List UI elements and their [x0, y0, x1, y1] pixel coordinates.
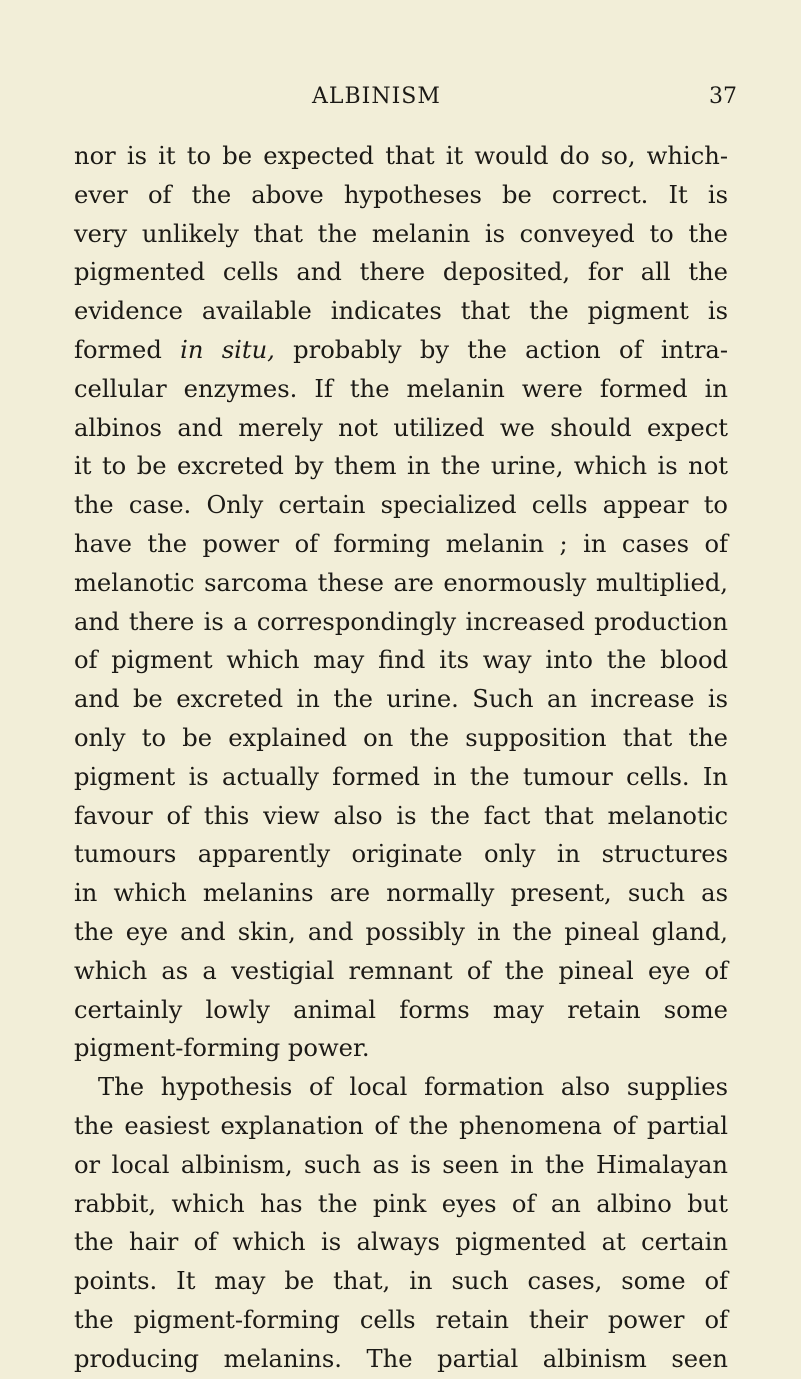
- text-line: it to be excreted by them in the urine, which is not: [74, 452, 728, 481]
- text-line: producing melanins. The partial albinism seen: [74, 1344, 728, 1373]
- text-line: the eye and skin, and possibly in the pineal gland,: [74, 917, 728, 946]
- text-line: of pigment which may find its way into the blood: [74, 646, 728, 675]
- text-line: certainly lowly animal forms may retain some: [74, 995, 728, 1024]
- text-line: only to be explained on the supposition that the: [74, 723, 728, 752]
- text-line: in which melanins are normally present, such as: [74, 879, 728, 908]
- text-line: and be excreted in the urine. Such an increase is: [74, 685, 728, 714]
- text-line: the pigment-forming cells retain their power of: [74, 1305, 728, 1334]
- running-title: ALBINISM: [312, 84, 441, 109]
- text-line: very unlikely that the melanin is conveyed to the: [74, 219, 728, 248]
- text-line: rabbit, which has the pink eyes of an albino but: [74, 1189, 728, 1218]
- text-line: points. It may be that, in such cases, some of: [74, 1267, 728, 1296]
- text-line: nor is it to be expected that it would do so, which-: [74, 142, 728, 170]
- text-line: have the power of forming melanin ; in cases of: [74, 529, 728, 558]
- text-line: cellular enzymes. If the melanin were formed in: [74, 374, 728, 403]
- text-line: favour of this view also is the fact that melanotic: [74, 801, 728, 830]
- page-header: [0, 84, 801, 118]
- text-line: albinos and merely not utilized we should expect: [74, 413, 728, 442]
- text-line: pigment is actually formed in the tumour cells. In: [74, 762, 728, 791]
- text-segment: probably by the action of intra-: [274, 335, 729, 364]
- page-number: 37: [709, 84, 737, 109]
- text-line: melanotic sarcoma these are enormously multiplied,: [74, 568, 728, 597]
- text-line: the easiest explanation of the phenomena of partial: [74, 1111, 728, 1140]
- body-text: [74, 137, 728, 1379]
- text-line: which as a vestigial remnant of the pineal eye of: [74, 956, 728, 985]
- text-segment: formed: [74, 335, 181, 364]
- italic-phrase: in situ,: [180, 335, 275, 364]
- text-line: the case. Only certain specialized cells appear to: [74, 491, 728, 520]
- text-line: the hair of which is always pigmented at certain: [74, 1228, 728, 1257]
- text-line: ever of the above hypotheses be correct. It is: [74, 180, 728, 209]
- text-line: evidence available indicates that the pigment is: [74, 297, 728, 326]
- text-line: and there is a correspondingly increased production: [74, 607, 728, 636]
- paragraph-end-line: pigment-forming power.: [74, 1034, 370, 1063]
- paragraph-start-line: The hypothesis of local formation also supplies: [98, 1073, 728, 1102]
- text-line: or local albinism, such as is seen in the Himalayan: [74, 1150, 728, 1179]
- text-line: tumours apparently originate only in structures: [74, 840, 728, 869]
- text-line: pigmented cells and there deposited, for all the: [74, 258, 728, 287]
- text-line: [74, 331, 728, 370]
